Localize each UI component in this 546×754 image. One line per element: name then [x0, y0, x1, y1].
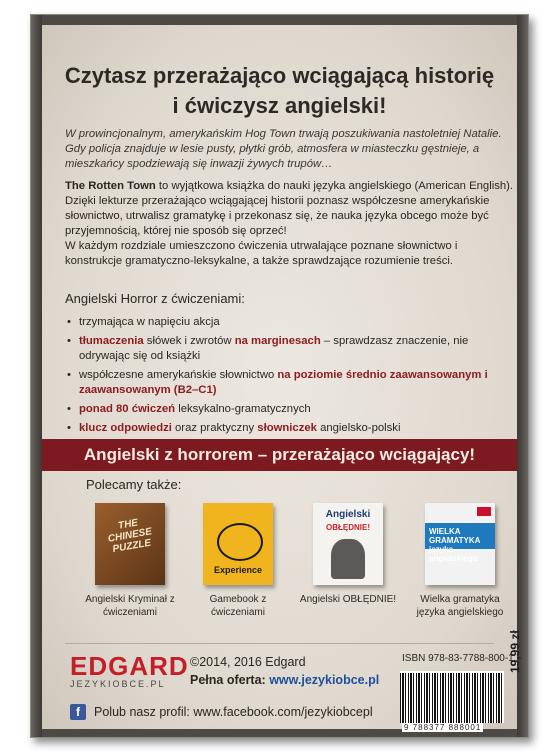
barcode-digits: 9 788377 888001 — [404, 723, 482, 732]
book-item[interactable] — [80, 503, 180, 619]
list-item — [65, 315, 521, 330]
offer-line — [190, 671, 379, 689]
book-cover-obledne — [313, 503, 383, 585]
isbn: ISBN 978-83-7788-800-1 — [402, 653, 514, 664]
facebook-icon: f — [70, 704, 86, 720]
list-item-text: – sprawdzasz znaczenie, nie odrywając się od książki — [79, 335, 469, 362]
list-item-text: leksykalno-gramatycznych — [175, 403, 311, 415]
highlight-margins: na marginesach — [234, 335, 321, 347]
list-item — [65, 402, 521, 417]
list-item — [65, 334, 521, 364]
list-item-text: słówek i zwrotów — [143, 335, 235, 347]
book-caption: Gamebook z ćwiczeniami — [209, 594, 267, 618]
highlight-translations: tłumaczenia — [79, 335, 144, 347]
cover-paper — [42, 25, 522, 732]
features-list — [65, 315, 521, 440]
list-item — [65, 421, 521, 436]
highlight-answer-key: klucz odpowiedzi — [79, 422, 172, 434]
headline-line-1: Czytasz przerażająco wciągającą historię — [64, 63, 495, 88]
book-item[interactable] — [298, 503, 398, 606]
highlight-exercises: ponad 80 ćwiczeń — [79, 403, 176, 415]
description-text: to wyjątkowa książka do nauki języka angielskiego (American English). Dzięki lekturze przerażająco wciągającej historii poznasz współczesne amerykańskie słownictwo, utrwalisz gramatykę i przekonasz się, że nauka języka obcego może być przyjemnością, której nie sposób się oprzeć! — [65, 180, 514, 237]
frame-left — [31, 15, 42, 737]
game-icon — [217, 523, 263, 561]
book-caption: Angielski Kryminał z ćwiczeniami — [85, 594, 175, 618]
list-item-text: współczesne amerykańskie słownictwo — [79, 369, 278, 381]
book-item[interactable] — [410, 503, 510, 619]
exercises-paragraph: W każdym rozdziale umieszczono ćwiczenia utrwalające poznane słownictwo i konstrukcje gramatyczno-leksykalne, a także sprawdzające rozumienie treści. — [65, 240, 458, 267]
headline-line-2: i ćwiczysz angielski! — [172, 93, 387, 118]
list-item-text: trzymająca w napięciu akcja — [79, 316, 220, 328]
book-title: The Rotten Town — [65, 180, 156, 192]
logo-subtitle: JEZYKIOBCE.PL — [70, 679, 166, 689]
highlight-level: na poziomie średnio zaawansowanym i zaawansowanym (B2–C1) — [79, 369, 488, 396]
book-item[interactable] — [188, 503, 288, 619]
logo-brand: EDGARD — [70, 651, 189, 681]
offer-link[interactable]: www.jezykiobce.pl — [269, 673, 380, 687]
divider — [65, 643, 494, 644]
intro-paragraph: W prowincjonalnym, amerykańskim Hog Town trwają poszukiwania nastoletniej Natalie. Gdy policja znajduje w lesie pusty, płytki grób, atmosfera w miasteczku gęstnieje, a mieszkańcy spodziewają się inwazji żywych trupów… — [65, 128, 502, 170]
publisher-logo[interactable] — [70, 653, 189, 689]
book-cover-wielka-gramatyka — [425, 503, 495, 585]
headline — [42, 61, 517, 121]
offer-label: Pełna oferta: — [190, 673, 266, 687]
description-paragraph — [65, 179, 517, 239]
facebook-text: Polub nasz profil: www.facebook.com/jezykiobcepl — [94, 705, 373, 719]
recommended-books — [80, 503, 520, 643]
features-title: Angielski Horror z ćwiczeniami: — [65, 291, 245, 306]
book-caption: Wielka gramatyka języka angielskiego — [416, 594, 504, 618]
cover-title: Experience — [213, 565, 263, 575]
facebook-line[interactable] — [70, 704, 373, 720]
portrait-image — [331, 539, 365, 579]
copyright: ©2014, 2016 Edgard — [190, 655, 306, 669]
list-item-text: oraz praktyczny — [171, 422, 258, 434]
cover-title: Angielski — [325, 509, 371, 520]
price: 19,99 zł — [508, 630, 522, 673]
book-back-cover — [30, 14, 529, 738]
cover-subtitle: OBŁĘDNIE! — [326, 523, 370, 532]
book-cover-experience — [203, 503, 273, 585]
publisher-info — [190, 653, 379, 689]
barcode-image — [400, 671, 504, 723]
book-cover-chinese-puzzle — [95, 503, 165, 585]
recommend-label: Polecamy także: — [86, 477, 182, 492]
cover-title: WIELKA GRAMATYKA języka angielskiego — [429, 527, 481, 563]
cover-title: THE CHINESE PUZZLE — [107, 517, 153, 556]
list-item-text: angielsko-polski — [316, 422, 401, 434]
slogan-banner: Angielski z horrorem – przerażająco wciągający! — [42, 439, 517, 471]
flag-icon — [477, 507, 491, 516]
frame-top — [31, 15, 528, 25]
highlight-glossary: słowniczek — [257, 422, 317, 434]
book-caption: Angielski OBŁĘDNIE! — [299, 594, 397, 605]
list-item — [65, 368, 521, 398]
